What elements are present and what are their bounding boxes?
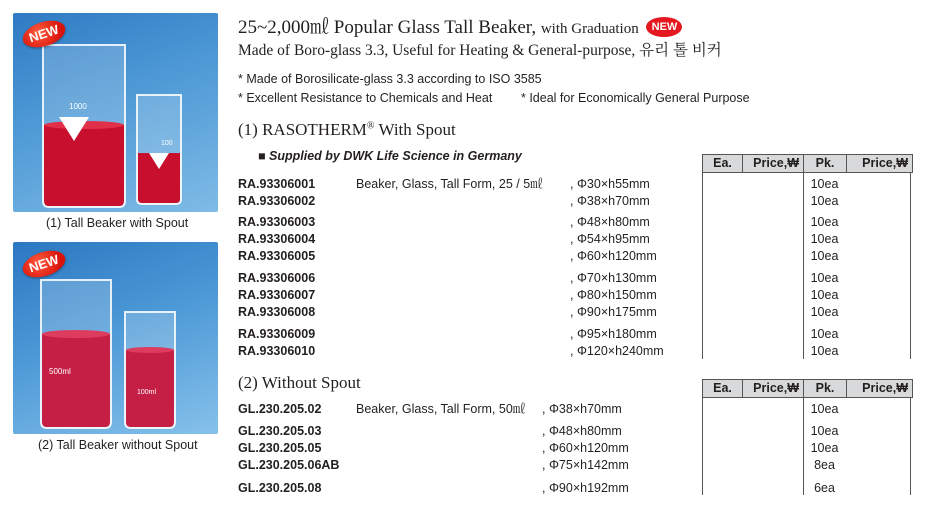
pack-quantity: 10ea: [810, 232, 839, 246]
title-main: 25~2,000㎖ Popular Glass Tall Beaker,: [238, 17, 537, 38]
feature-bullet: * Ideal for Economically General Purpose: [521, 91, 750, 105]
feature-bullet: * Excellent Resistance to Chemicals and Heat: [238, 91, 493, 105]
table-border: [702, 397, 703, 495]
product-code: RA.93306008: [238, 305, 316, 319]
pack-quantity: 10ea: [810, 305, 839, 319]
pack-quantity: 8ea: [814, 458, 835, 472]
page-title: [238, 12, 682, 39]
product-code: RA.93306003: [238, 215, 316, 229]
table-header: [702, 379, 913, 398]
new-badge: NEW: [19, 16, 68, 52]
product-dimensions: , Φ54×h95mm: [570, 232, 650, 246]
supplier-note: ■ Supplied by DWK Life Science in Germany: [258, 149, 522, 163]
column-header-price-pk: Price,₩: [846, 380, 912, 397]
pack-quantity: 10ea: [810, 194, 839, 208]
pack-quantity: 10ea: [810, 327, 839, 341]
feature-bullet: * Made of Borosilicate-glass 3.3 according to ISO 3585: [238, 72, 542, 86]
pack-quantity: 6ea: [814, 481, 835, 495]
product-code: RA.93306001: [238, 177, 316, 191]
page-subtitle: Made of Boro-glass 3.3, Useful for Heating & General-purpose, 유리 톨 비커: [238, 42, 722, 59]
product-dimensions: , Φ48×h80mm: [570, 215, 650, 229]
registered-mark: ®: [366, 120, 375, 132]
product-code: GL.230.205.05: [238, 441, 322, 455]
pack-quantity: 10ea: [810, 215, 839, 229]
pack-quantity: 10ea: [810, 402, 839, 416]
product-code: GL.230.205.08: [238, 481, 322, 495]
product-dimensions: , Φ70×h130mm: [570, 271, 657, 285]
product-code: RA.93306005: [238, 249, 316, 263]
product-code: RA.93306010: [238, 344, 316, 358]
product-code: RA.93306004: [238, 232, 316, 246]
column-header-ea: Ea.: [713, 156, 732, 170]
photo-caption-with-spout: (1) Tall Beaker with Spout: [46, 216, 189, 230]
pack-quantity: 10ea: [810, 288, 839, 302]
new-badge: NEW: [19, 246, 68, 282]
product-dimensions: , Φ38×h70mm: [570, 194, 650, 208]
section-title-tail: With Spout: [374, 120, 456, 139]
beaker-mark-large: 500ml: [49, 367, 71, 376]
new-badge: NEW: [646, 17, 682, 37]
product-dimensions: , Φ90×h175mm: [570, 305, 657, 319]
product-dimensions: , Φ90×h192mm: [542, 481, 629, 495]
product-dimensions: , Φ30×h55mm: [570, 177, 650, 191]
beaker-mark-small: 100: [161, 140, 173, 147]
table-header: [702, 154, 913, 173]
product-code: GL.230.205.06AB: [238, 458, 340, 472]
pack-quantity: 10ea: [810, 249, 839, 263]
product-code: RA.93306002: [238, 194, 316, 208]
product-description: Beaker, Glass, Tall Form, 25 / 5㎖: [356, 177, 543, 191]
pack-quantity: 10ea: [810, 441, 839, 455]
pack-quantity: 10ea: [810, 344, 839, 358]
table-border: [910, 397, 911, 495]
product-dimensions: , Φ48×h80mm: [542, 424, 622, 438]
product-dimensions: , Φ95×h180mm: [570, 327, 657, 341]
product-code: GL.230.205.03: [238, 424, 322, 438]
column-header-pk: Pk.: [803, 380, 846, 397]
section-title-with-spout: [238, 120, 456, 140]
title-sub: with Graduation: [540, 21, 639, 37]
photo-caption-without-spout: (2) Tall Beaker without Spout: [38, 438, 198, 452]
product-code: RA.93306009: [238, 327, 316, 341]
column-header-ea: Ea.: [713, 381, 732, 395]
product-description: Beaker, Glass, Tall Form, 50㎖: [356, 402, 526, 416]
table-border: [702, 172, 703, 359]
column-header-pk: Pk.: [803, 155, 846, 172]
product-dimensions: , Φ80×h150mm: [570, 288, 657, 302]
product-dimensions: , Φ120×h240mm: [570, 344, 664, 358]
pack-quantity: 10ea: [810, 177, 839, 191]
product-dimensions: , Φ75×h142mm: [542, 458, 629, 472]
table-border: [910, 172, 911, 359]
column-header-price-pk: Price,₩: [846, 155, 912, 172]
section-title-text: (1) RASOTHERM: [238, 120, 367, 139]
product-dimensions: , Φ60×h120mm: [542, 441, 629, 455]
column-header-price: Price,₩: [742, 155, 803, 172]
beaker-mark-large: 1000: [69, 102, 87, 111]
product-dimensions: , Φ38×h70mm: [542, 402, 622, 416]
column-header-price: Price,₩: [742, 380, 803, 397]
section-title-without-spout: (2) Without Spout: [238, 373, 361, 392]
beaker-mark-small: 100ml: [137, 389, 157, 396]
pack-quantity: 10ea: [810, 271, 839, 285]
product-photo-without-spout: [13, 242, 218, 434]
product-photo-with-spout: [13, 13, 218, 212]
product-dimensions: , Φ60×h120mm: [570, 249, 657, 263]
product-code: RA.93306006: [238, 271, 316, 285]
product-code: GL.230.205.02: [238, 402, 322, 416]
product-code: RA.93306007: [238, 288, 316, 302]
pack-quantity: 10ea: [810, 424, 839, 438]
